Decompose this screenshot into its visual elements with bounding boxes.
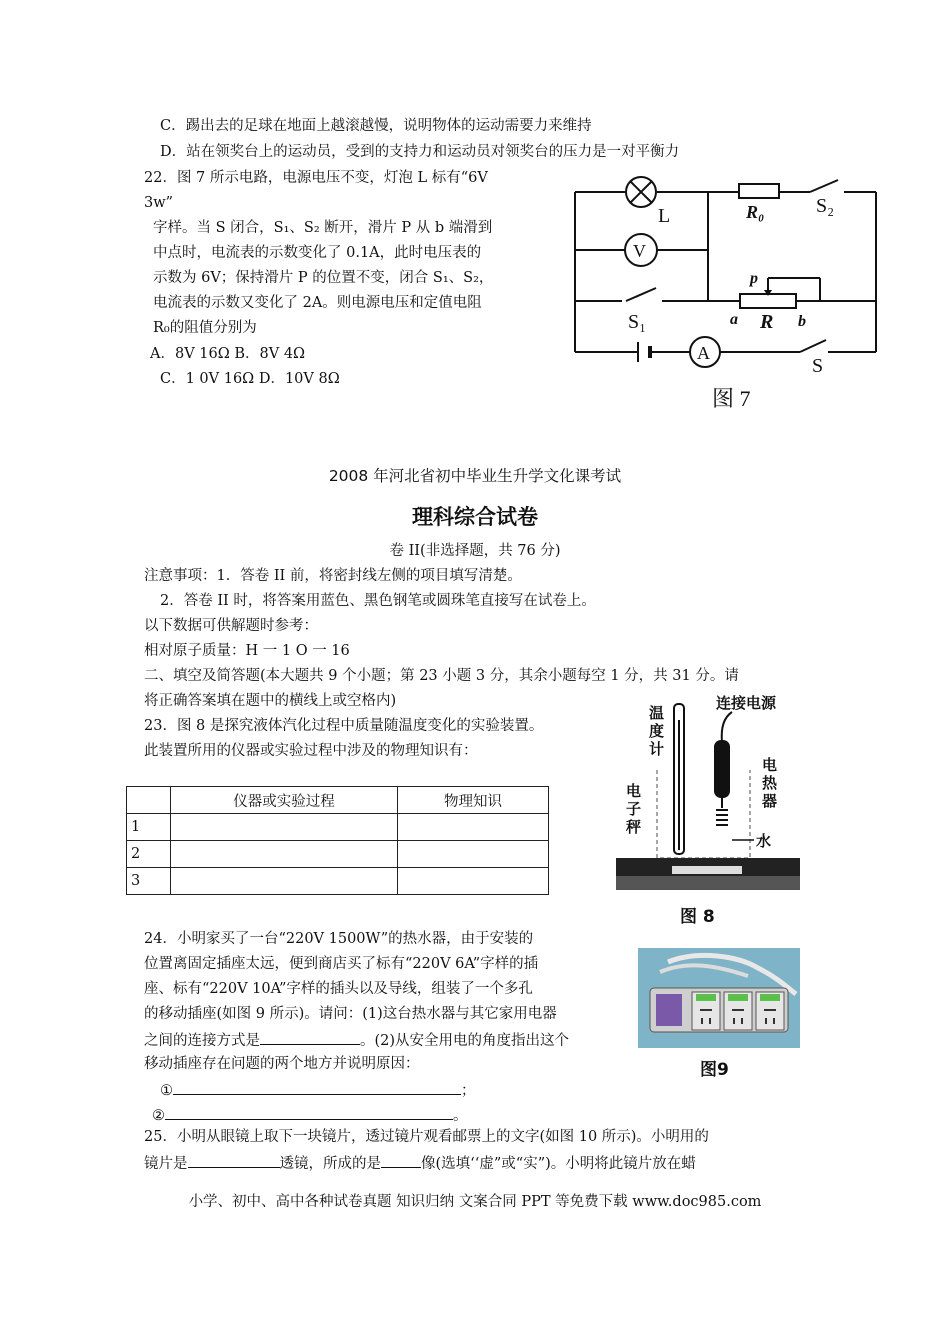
scale-label: 电 — [626, 782, 642, 800]
heater-label: 电 — [762, 756, 778, 774]
part2-instructions-cont: 将正确答案填在题中的横线上或空格内) — [144, 693, 397, 709]
q22-options-ab: A．8V 16Ω B．8V 4Ω — [150, 346, 306, 362]
figure-9-power-strip — [638, 948, 800, 1048]
table-header-cell: 仪器或实验过程 — [171, 787, 398, 814]
note-line: 注意事项：1．答卷 II 前，将密封线左侧的项目填写清楚。 — [144, 568, 522, 584]
q24-blank-2-line — [152, 1104, 468, 1126]
answer-cell[interactable] — [171, 841, 398, 868]
q24-blank-1-line — [160, 1079, 476, 1101]
q23-line: 23．图 8 是探究液体汽化过程中质量随温度变化的实验装置。 — [144, 718, 544, 734]
answer-cell[interactable] — [171, 814, 398, 841]
answer-blank-2[interactable] — [165, 1104, 453, 1120]
power-label: 连接电源 — [716, 694, 777, 712]
part2-instructions: 二、填空及简答题(本大题共 9 个小题；第 23 小题 3 分，其余小题每空 1 分，共 31 分。请 — [144, 668, 739, 684]
table-row — [127, 841, 549, 868]
q23-answer-table — [126, 786, 549, 895]
answer-cell[interactable] — [398, 868, 549, 895]
figure-9-caption: 图9 — [700, 1060, 729, 1080]
q22-line: R₀的阻值分别为 — [153, 320, 257, 336]
ammeter-label: A — [697, 343, 710, 363]
row-number: 3 — [127, 868, 171, 895]
section-heading: 卷 II(非选择题，共 76 分) — [389, 543, 561, 559]
answer-cell[interactable] — [398, 841, 549, 868]
figure-8-caption: 图 8 — [680, 907, 715, 927]
p-label: p — [750, 270, 758, 287]
q24-text: 。(2)从安全用电的角度指出这个 — [360, 1033, 570, 1049]
q22-line: 22．图 7 所示电路，电源电压不变，灯泡 L 标有“6V — [144, 170, 488, 186]
q24-blank-1-suffix: ； — [461, 1083, 476, 1099]
connection-blank[interactable] — [260, 1029, 360, 1045]
answer-blank-1[interactable] — [173, 1079, 461, 1095]
q24-line: 的移动插座(如图 9 所示)。请问：(1)这台热水器与其它家用电器 — [144, 1006, 557, 1022]
q22-options-cd: C．1 0V 16Ω D．10V 8Ω — [160, 371, 340, 387]
q25-text: 镜片是 — [144, 1156, 188, 1172]
a-label: a — [730, 311, 738, 328]
answer-cell[interactable] — [171, 868, 398, 895]
q22-line: 中点时，电流表的示数变化了 0.1A，此时电压表的 — [153, 245, 482, 261]
figure-8-apparatus — [612, 690, 812, 930]
table-row — [127, 814, 549, 841]
lens-type-blank[interactable] — [188, 1152, 280, 1168]
table-header-cell: 物理知识 — [398, 787, 549, 814]
note-line: 2．答卷 II 时，将答案用蓝色、黑色钢笔或圆珠笔直接写在试卷上。 — [160, 593, 596, 609]
voltmeter-label: V — [633, 241, 646, 261]
s-label: S — [812, 355, 824, 377]
thermometer-label: 温 — [649, 704, 665, 722]
q24-text: 之间的连接方式是 — [144, 1033, 260, 1049]
r0-label: R₀ — [746, 202, 765, 222]
note-line: 以下数据可供解题时参考： — [144, 618, 318, 634]
lamp-label: L — [658, 205, 671, 227]
q24-line: 位置离固定插座太远，便到商店买了标有“220V 6A”字样的插 — [144, 956, 539, 972]
q24-line: 24．小明家买了一台“220V 1500W”的热水器，由于安装的 — [144, 931, 534, 947]
row-number: 1 — [127, 814, 171, 841]
image-type-blank[interactable] — [381, 1152, 421, 1168]
q22-line: 3w” — [144, 195, 174, 211]
page-footer: 小学、初中、高中各种试卷真题 知识归纳 文案合同 PPT 等免费下载 www.doc985.com — [188, 1194, 762, 1210]
q22-line: 电流表的示数又变化了 2A。则电源电压和定值电阻 — [153, 295, 482, 311]
figure-7-caption: 图 7 — [712, 386, 751, 411]
r-label: R — [760, 311, 774, 333]
q21-option-c: C．踢出去的足球在地面上越滚越慢，说明物体的运动需要力来维持 — [160, 118, 592, 134]
thermometer-label: 度 — [649, 722, 665, 740]
q25-text: 透镜，所成的是 — [279, 1156, 381, 1172]
scale-label: 子 — [626, 800, 642, 818]
answer-cell[interactable] — [398, 814, 549, 841]
heater-label: 器 — [762, 792, 778, 810]
table-header-cell — [127, 787, 171, 814]
scale-label: 秤 — [626, 818, 642, 836]
figure-7-circuit — [570, 166, 882, 416]
q24-blank-2-label: ② — [152, 1108, 165, 1124]
thermometer-label: 计 — [649, 740, 665, 758]
table-row — [127, 868, 549, 895]
q24-line: 座、标有“220V 10A”字样的插头以及导线，组装了一个多孔 — [144, 981, 533, 997]
table-header-row — [127, 787, 549, 814]
q25-line: 25．小明从眼镜上取下一块镜片，透过镜片观看邮票上的文字(如图 10 所示)。小明用的 — [144, 1129, 709, 1145]
exam-title: 2008 年河北省初中毕业生升学文化课考试 — [328, 467, 622, 485]
q23-line: 此装置所用的仪器或实验过程中涉及的物理知识有： — [144, 743, 478, 759]
q24-line — [144, 1029, 569, 1051]
row-number: 2 — [127, 841, 171, 868]
q22-line: 示数为 6V；保持滑片 P 的位置不变，闭合 S₁、S₂， — [153, 270, 494, 286]
b-label: b — [798, 313, 806, 330]
s2-label: S₂ — [816, 195, 835, 217]
q25-text: 像(选填‘‘虚”或“实”)。小明将此镜片放在蜡 — [421, 1156, 696, 1172]
q24-line: 移动插座存在问题的两个地方并说明原因： — [144, 1056, 420, 1072]
q22-line: 字样。当 S 闭合，S₁、S₂ 断开，滑片 P 从 b 端滑到 — [153, 220, 493, 236]
q21-option-d: D．站在领奖台上的运动员，受到的支持力和运动员对领奖台的压力是一对平衡力 — [160, 144, 680, 160]
q25-line — [144, 1152, 696, 1174]
water-label: 水 — [756, 832, 772, 850]
q24-blank-1-label: ① — [160, 1083, 173, 1099]
note-line: 相对原子质量：H 一 1 O 一 16 — [144, 643, 350, 659]
s1-label: S₁ — [628, 311, 647, 333]
exam-subtitle: 理科综合试卷 — [412, 504, 538, 529]
heater-label: 热 — [762, 774, 778, 792]
q24-blank-2-suffix: 。 — [453, 1108, 468, 1124]
